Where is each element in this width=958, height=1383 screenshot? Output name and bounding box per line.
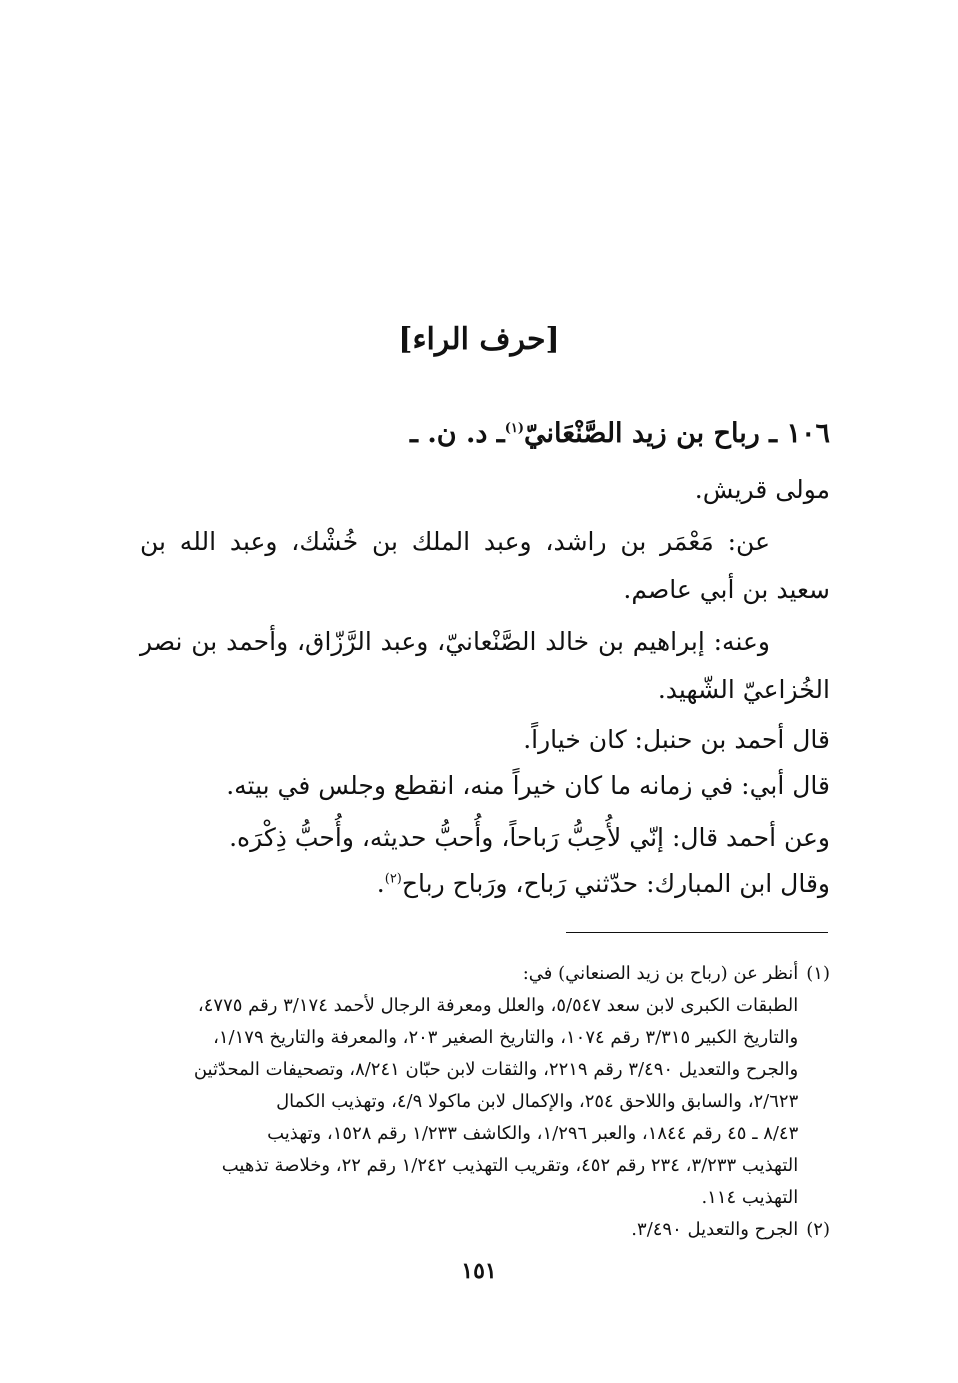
footnote-body: [140, 1214, 798, 1246]
entry-heading: [140, 410, 890, 458]
footnote-separator: [566, 932, 828, 933]
footnote-body: [140, 958, 798, 1214]
paragraph-ibn-mubarak-text: وقال ابن المبارك: حدّثني رَباح، ورَباح رباح: [401, 869, 830, 898]
paragraph-ibn-mubarak-end: .: [376, 869, 385, 898]
footnote-line: التهذيب ١١٤.: [701, 1187, 799, 1208]
footnote-line: والجرح والتعديل ٣/٤٩٠ رقم ٢٢١٩، والثقات لابن حبّان ٨/٢٤١، وتصحيفات المحدّثين: [193, 1059, 799, 1080]
paragraph-mawla: مولى قريش.: [694, 475, 830, 504]
paragraph-narrated-from: عن: مَعْمَر بن راشد، وعبد الملك بن خُشْك، وعبد الله بن سعيد بن أبي عاصم.: [140, 527, 830, 604]
footnote-number: (١): [806, 963, 830, 984]
footnote-ref-2[interactable]: (٢): [384, 871, 402, 887]
footnotes: [140, 958, 830, 1246]
footnote-line: أنظر عن (رباح بن زيد الصنعاني) في:: [522, 963, 799, 984]
footnote-number: (٢): [806, 1219, 830, 1240]
paragraph-abi-quote: قال أبي: في زمانه ما كان خيراً منه، انقطع وجلس في بيته.: [226, 771, 830, 800]
footnote-1: [140, 958, 830, 1214]
paragraph-ibn-mubarak: [140, 860, 890, 908]
footnote-line: والتاريخ الكبير ٣/٣١٥ رقم ١٠٧٤، والتاريخ الصغير ٢٠٣، والمعرفة والتاريخ ١/١٧٩،: [213, 1027, 799, 1048]
footnote-line: ٨/٤٣ ـ ٤٥ رقم ١٨٤٤، والعبر ١/٢٩٦، والكاشف ١/٢٣٣ رقم ١٥٢٨، وتهذيب: [267, 1123, 799, 1144]
footnote-line: ٢/٦٢٣، والسابق واللاحق ٢٥٤، والإكمال لابن ماكولا ٤/٩، وتهذيب الكمال: [276, 1091, 799, 1112]
paragraph-ahmad-quote: قال أحمد بن حنبل: كان خياراً.: [523, 725, 830, 754]
page-number: ١٥١: [461, 1258, 497, 1284]
entry-heading-text: ١٠٦ ـ رباح بن زيد الصَّنْعَانيّ: [524, 418, 830, 449]
footnote-line: التهذيب ٣/٢٣٣، ٢٣٤ رقم ٤٥٢، وتقريب التهذيب ١/٢٤٢ رقم ٢٢، وخلاصة تذهيب: [221, 1155, 799, 1176]
footnote-2: [140, 1214, 830, 1246]
footnote-ref-1[interactable]: (١): [504, 421, 524, 436]
paragraph-narrated-by: وعنه: إبراهيم بن خالد الصَّنْعانيّ، وعبد الرَّزّاق، وأحمد بن نصر الخُزاعيّ الشّهيد.: [140, 627, 830, 704]
paragraph-ahmad-love: وعن أحمد قال: إنّي لأُحِبُّ رَباحاً، وأُحبُّ حديثه، وأُحبُّ ذِكْرَه.: [229, 823, 830, 852]
footnote-line: الطبقات الكبرى لابن سعد ٥/٥٤٧، والعلل ومعرفة الرجال لأحمد ٣/١٧٤ رقم ٤٧٧٥،: [197, 995, 799, 1016]
chapter-title: [حرف الراء]: [398, 322, 560, 357]
footnote-line: الجرح والتعديل ٣/٤٩٠.: [631, 1219, 799, 1240]
entry-heading-tail: ـ د. ن. ـ: [410, 418, 505, 449]
